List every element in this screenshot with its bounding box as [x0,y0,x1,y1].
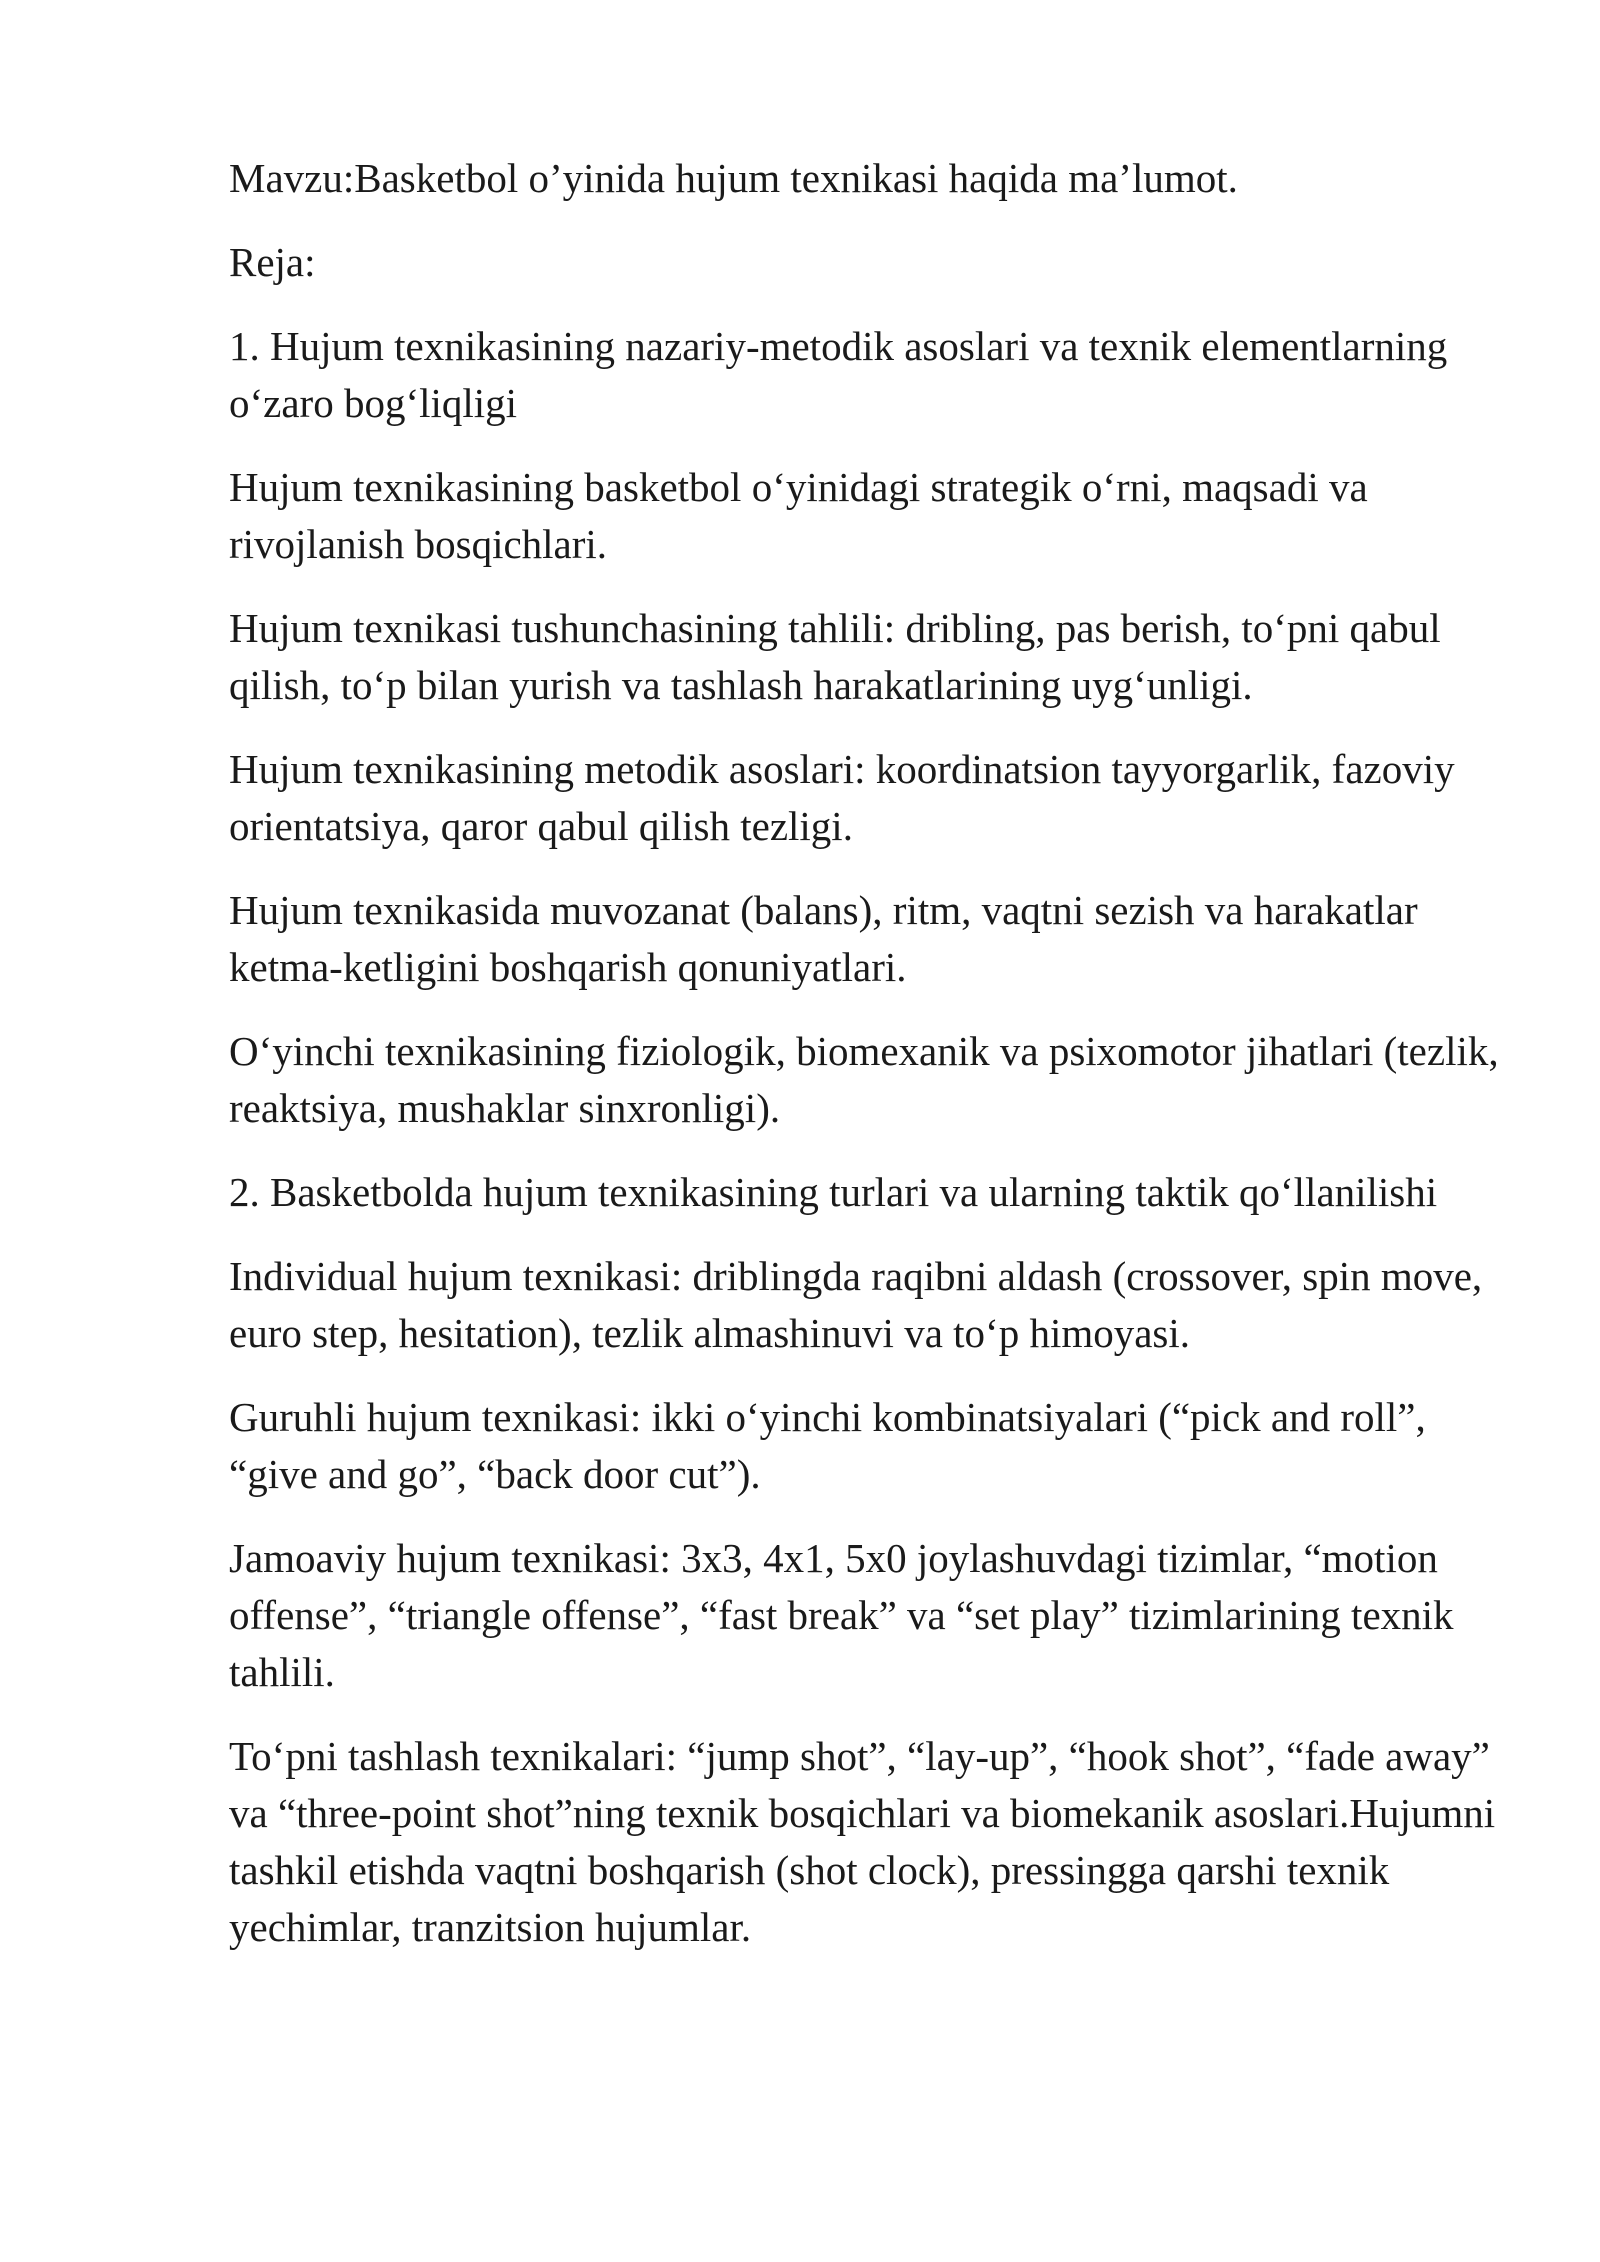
plan-item: Hujum texnikasining basketbol o‘yinidagi strategik o‘rni, maqsadi va rivojlanish bosqichlari. [229,464,1368,567]
plan-item: Jamoaviy hujum texnikasi: 3x3, 4x1, 5x0 joylashuvdagi tizimlar, “motion offense”, “triangle offense”, “fast break” va “set play” tizimlarining texnik tahlili. [229,1535,1454,1695]
section-heading-2: 2. Basketbolda hujum texnikasining turlari va ularning taktik qo‘llanilishi [229,1169,1438,1215]
document-title: Mavzu:Basketbol o’yinida hujum texnikasi haqida ma’lumot. [229,155,1238,201]
document-body [229,150,1519,1983]
plan-item: Guruhli hujum texnikasi: ikki o‘yinchi kombinatsiyalari (“pick and roll”, “give and go”, “back door cut”). [229,1394,1426,1497]
plan-item: To‘pni tashlash texnikalari: “jump shot”, “lay-up”, “hook shot”, “fade away” va “three-point shot”ning texnik bosqichlari va biomekanik asoslari.Hujumni tashkil etishda vaqtni boshqarish (shot clock), pressingga qarshi texnik yechimlar, tranzitsion hujumlar. [229,1733,1496,1950]
plan-label: Reja: [229,239,316,285]
plan-item: Hujum texnikasining metodik asoslari: koordinatsion tayyorgarlik, fazoviy orientatsiya, qaror qabul qilish tezligi. [229,746,1455,849]
plan-item: Hujum texnikasida muvozanat (balans), ritm, vaqtni sezish va harakatlar ketma-ketligini boshqarish qonuniyatlari. [229,887,1418,990]
plan-item: Individual hujum texnikasi: driblingda raqibni aldash (crossover, spin move, euro step, hesitation), tezlik almashinuvi va to‘p himoyasi. [229,1253,1483,1356]
section-heading-1: 1. Hujum texnikasining nazariy-metodik asoslari va texnik elementlarning o‘zaro bog‘liqligi [229,323,1448,426]
plan-item: Hujum texnikasi tushunchasining tahlili: dribling, pas berish, to‘pni qabul qilish, to‘p bilan yurish va tashlash harakatlarining uyg‘unligi. [229,605,1441,708]
plan-item: O‘yinchi texnikasining fiziologik, biomexanik va psixomotor jihatlari (tezlik, reaktsiya, mushaklar sinxronligi). [229,1028,1499,1131]
